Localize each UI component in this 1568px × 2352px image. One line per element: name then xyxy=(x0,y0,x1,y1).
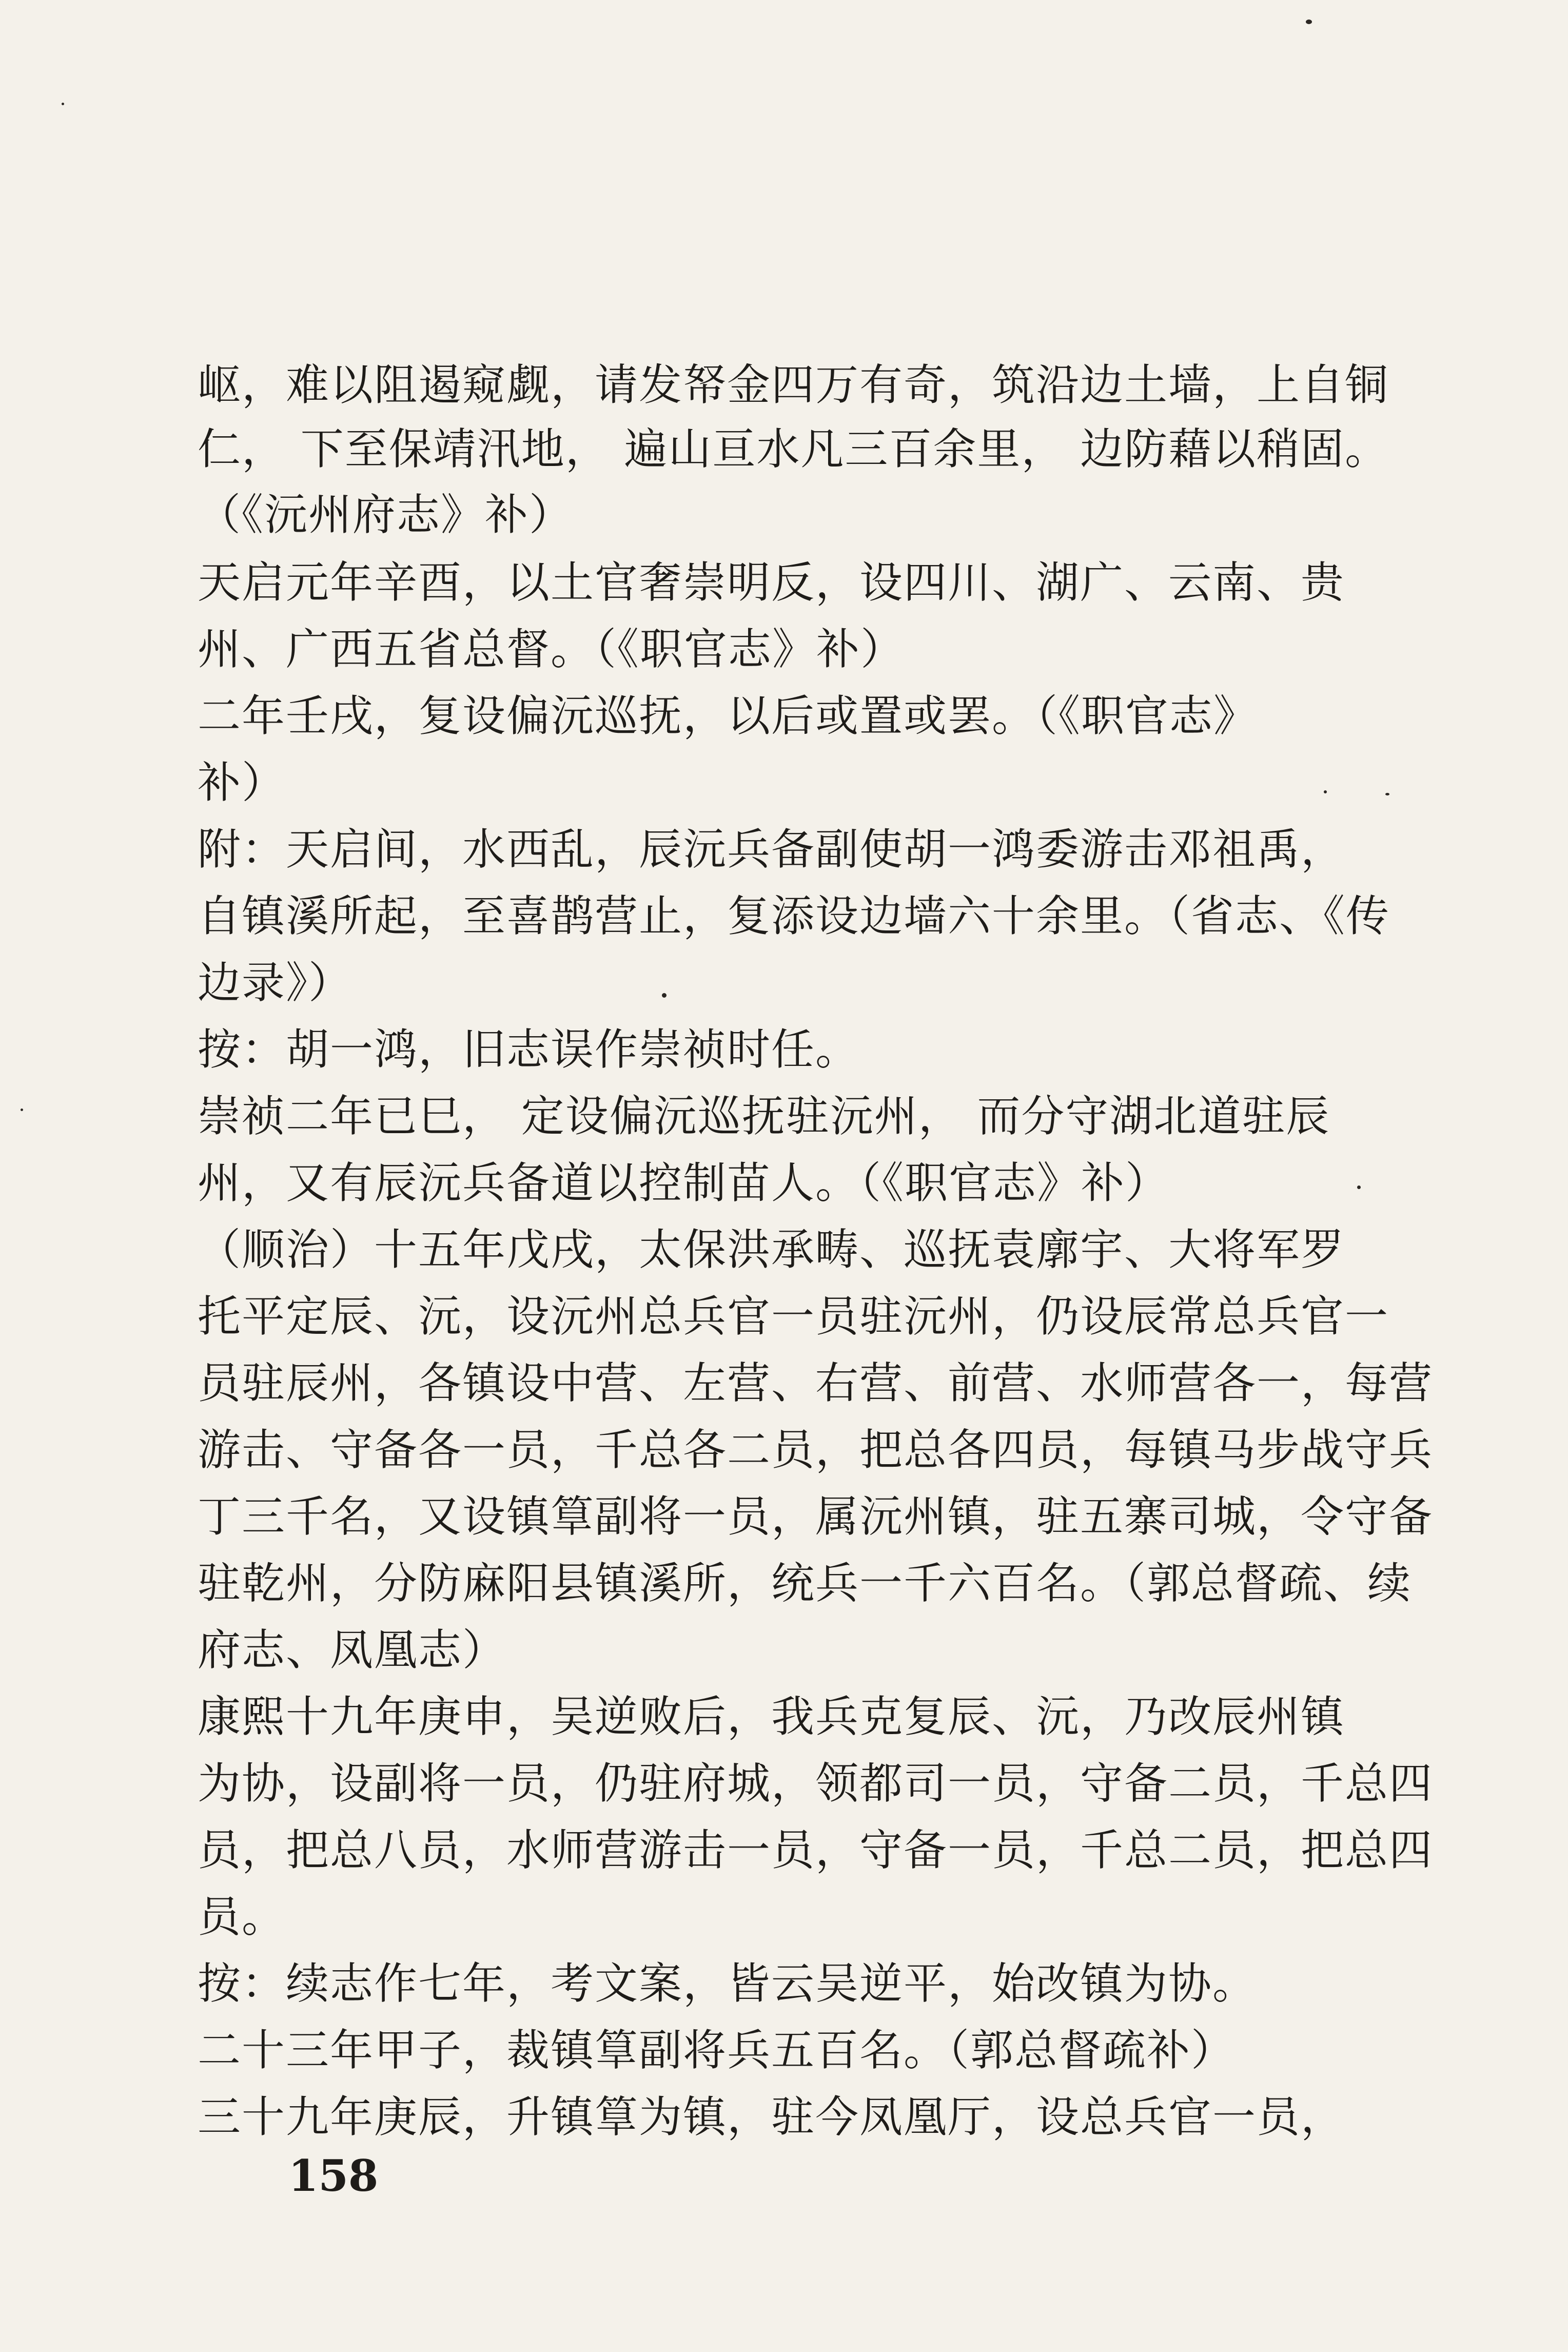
text-line: 仁， 下至保靖汛地， 遍山亘水凡三百余里， 边防藉以稍固。 xyxy=(198,424,1389,474)
text-line: 为协，设副将一员，仍驻府城，领都司一员，守备二员，千总四 xyxy=(198,1758,1434,1809)
text-line: 按：胡一鸿，旧志误作崇祯时任。 xyxy=(198,1024,860,1075)
text-line: 驻乾州，分防麻阳县镇溪所，统兵一千六百名。（郭总督疏、续 xyxy=(198,1558,1412,1608)
text-line: 员驻辰州，各镇设中营、左营、右营、前营、水师营各一，每营 xyxy=(198,1358,1434,1408)
text-line: 州，又有辰沅兵备道以控制苗人。（《职官志》补） xyxy=(198,1158,1170,1208)
page-number: 158 xyxy=(288,2150,379,2201)
text-line: 岖，难以阻遏窥觑，请发帑金四万有奇，筑沿边土墙，上自铜 xyxy=(198,360,1389,410)
text-line: 丁三千名，又设镇筸副将一员，属沅州镇，驻五寨司城，令守备 xyxy=(198,1491,1434,1542)
text-line: 自镇溪所起，至喜鹊营止，复添设边墙六十余里。（省志、《传 xyxy=(198,891,1390,941)
text-line: 按：续志作七年，考文案，皆云吴逆平，始改镇为协。 xyxy=(198,1958,1257,2009)
text-line: 天启元年辛酉，以土官奢崇明反，设四川、湖广、云南、贵 xyxy=(198,557,1345,608)
text-line: 二年壬戌，复设偏沅巡抚，以后或置或罢。（《职官志》 xyxy=(198,691,1258,741)
text-line: 崇祯二年已巳， 定设偏沅巡抚驻沅州， 而分守湖北道驻辰 xyxy=(198,1091,1330,1141)
text-line: 游击、守备各一员，千总各二员，把总各四员，每镇马步战守兵 xyxy=(198,1425,1434,1475)
text-line: 三十九年庚辰，升镇筸为镇，驻今凤凰厅，设总兵官一员， xyxy=(198,2092,1345,2142)
scan-speck xyxy=(1357,1185,1361,1189)
text-line: 补） xyxy=(198,757,286,808)
text-line: （顺治）十五年戊戌，太保洪承畴、巡抚袁廓宇、大将军罗 xyxy=(198,1224,1345,1275)
scan-speck xyxy=(662,993,667,998)
scan-speck xyxy=(21,1109,23,1111)
text-line: （《沅州府志》补） xyxy=(198,490,574,540)
scan-speck xyxy=(1306,20,1312,24)
text-line: 员。 xyxy=(198,1892,286,1942)
text-line: 员，把总八员，水师营游击一员，守备一员，千总二员，把总四 xyxy=(198,1825,1434,1875)
text-line: 二十三年甲子，裁镇筸副将兵五百名。（郭总督疏补） xyxy=(198,2025,1236,2075)
scan-speck xyxy=(1385,793,1389,795)
text-line: 康熙十九年庚申，吴逆败后，我兵克复辰、沅，乃改辰州镇 xyxy=(198,1692,1345,1742)
scan-speck xyxy=(62,103,64,105)
text-line: 州、广西五省总督。（《职官志》补） xyxy=(198,624,905,674)
scan-speck xyxy=(1324,790,1327,793)
text-line: 府志、凤凰志） xyxy=(198,1625,507,1675)
text-line: 托平定辰、沅，设沅州总兵官一员驻沅州，仍设辰常总兵官一 xyxy=(198,1291,1389,1342)
text-line: 附：天启间，水西乱，辰沅兵备副使胡一鸿委游击邓祖禹， xyxy=(198,824,1345,874)
text-line: 边录》） xyxy=(198,958,353,1008)
